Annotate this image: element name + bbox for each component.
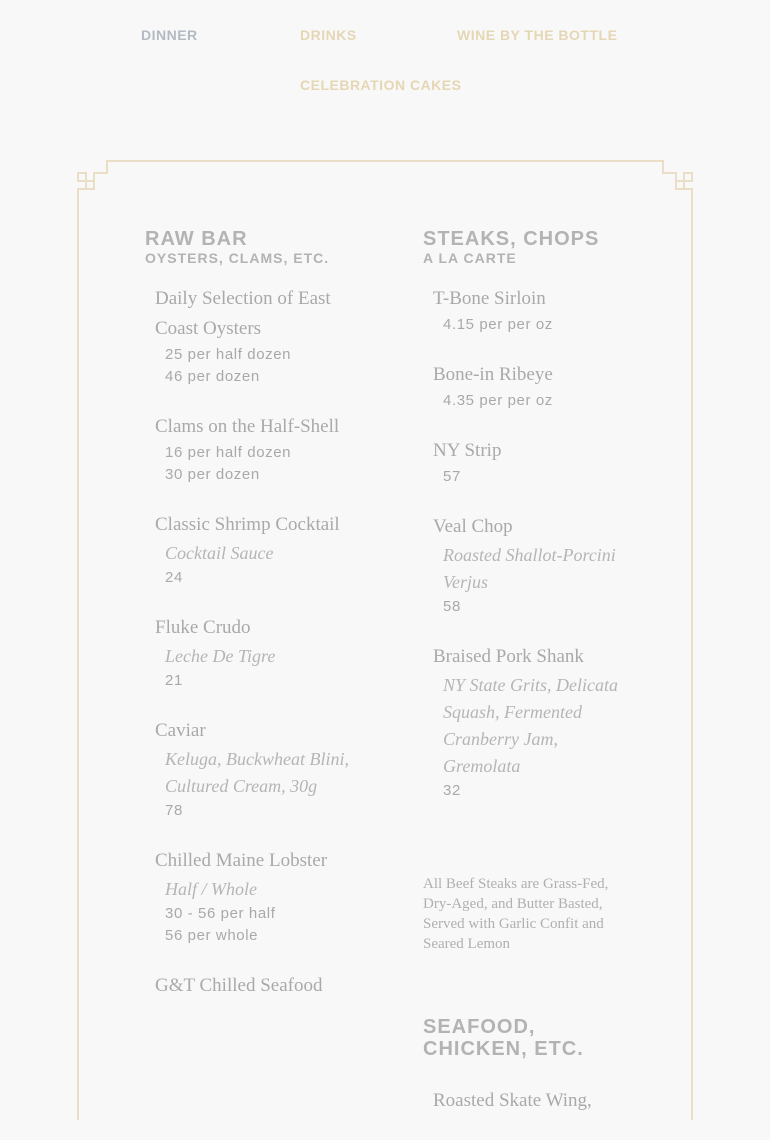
item-name: Bone-in Ribeye: [433, 364, 553, 385]
menu-item: [433, 642, 633, 802]
raw-bar-section: [145, 228, 355, 1025]
menu-item: [155, 971, 355, 1001]
item-name: T-Bone Sirloin: [433, 288, 546, 309]
nav-dinner-link[interactable]: DINNER: [141, 27, 198, 43]
item-price: 32: [443, 782, 461, 799]
item-name: Chilled Maine Lobster: [155, 850, 328, 871]
menu-item: [433, 436, 633, 488]
menu-item: [433, 1086, 633, 1116]
item-price: 58: [443, 598, 461, 615]
nav-wine-link[interactable]: WINE BY THE BOTTLE: [457, 27, 618, 43]
item-name: Classic Shrimp Cocktail: [155, 514, 340, 535]
item-name: Veal Chop: [433, 516, 513, 537]
item-name: Caviar: [155, 720, 206, 741]
item-price: 25 per half dozen: [165, 346, 292, 363]
item-description: Keluga, Buckwheat Blini, Cultured Cream, 30g: [165, 749, 349, 796]
item-name: Daily Selection of East Coast Oysters: [155, 288, 331, 339]
item-description: Cocktail Sauce: [165, 543, 274, 563]
item-price: 30 per dozen: [165, 466, 260, 483]
menu-item: [155, 846, 355, 947]
menu-item: [155, 412, 355, 486]
menu-category-nav: [0, 0, 770, 120]
menu-item: [433, 284, 633, 336]
steaks-section: [423, 228, 633, 1140]
seafood-title: SEAFOOD, CHICKEN, ETC.: [423, 1016, 584, 1060]
item-description: Half / Whole: [165, 879, 257, 899]
item-price: 4.15 per per oz: [443, 316, 553, 333]
item-price: 56 per whole: [165, 927, 259, 944]
menu-item: [433, 360, 633, 412]
menu-item: [433, 512, 633, 618]
steaks-subtitle: A LA CARTE: [423, 250, 517, 266]
nav-cakes-link[interactable]: CELEBRATION CAKES: [300, 77, 462, 93]
menu-item: [155, 510, 355, 589]
item-description: Leche De Tigre: [165, 646, 276, 666]
item-name: G&T Chilled Seafood: [155, 975, 323, 996]
steaks-note: All Beef Steaks are Grass-Fed, Dry-Aged, and Butter Basted, Served with Garlic Confit and Seared Lemon: [423, 876, 609, 952]
nav-drinks-link[interactable]: DRINKS: [300, 27, 357, 43]
item-description: NY State Grits, Delicata Squash, Fermented Cranberry Jam, Gremolata: [443, 675, 618, 776]
item-price: 16 per half dozen: [165, 444, 292, 461]
item-name: Fluke Crudo: [155, 617, 251, 638]
item-price: 4.35 per per oz: [443, 392, 553, 409]
raw-bar-subtitle: OYSTERS, CLAMS, ETC.: [145, 250, 330, 266]
raw-bar-title: RAW BAR: [145, 228, 248, 250]
item-price: 57: [443, 468, 461, 485]
item-price: 21: [165, 672, 183, 689]
menu-item: [155, 284, 355, 388]
item-price: 78: [165, 802, 183, 819]
item-price: 30 - 56 per half: [165, 905, 276, 922]
steaks-title: STEAKS, CHOPS: [423, 228, 600, 250]
item-name: Braised Pork Shank: [433, 646, 584, 667]
item-name: NY Strip: [433, 440, 502, 461]
item-price: 46 per dozen: [165, 368, 260, 385]
item-name: Roasted Skate Wing,: [433, 1090, 592, 1111]
menu-item: [155, 613, 355, 692]
item-price: 24: [165, 569, 183, 586]
item-description: Roasted Shallot-Porcini Verjus: [443, 545, 616, 592]
menu-item: [155, 716, 355, 822]
item-name: Clams on the Half-Shell: [155, 416, 340, 437]
